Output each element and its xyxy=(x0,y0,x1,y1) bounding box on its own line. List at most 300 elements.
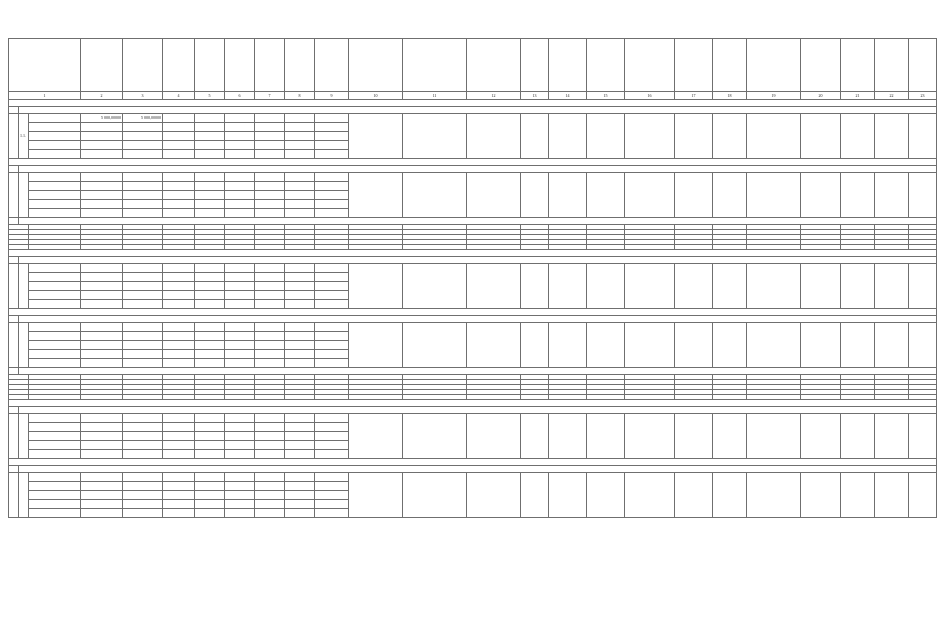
amount-cell xyxy=(81,300,123,309)
amount-cell xyxy=(255,173,285,182)
project-attribute-cell xyxy=(587,114,625,159)
amount-cell xyxy=(225,273,255,282)
amount-cell xyxy=(123,341,163,350)
header-cell xyxy=(713,39,747,92)
column-number-cell: 23 xyxy=(909,92,937,100)
header-cell xyxy=(521,39,549,92)
project-code xyxy=(19,264,29,309)
amount-cell xyxy=(163,132,195,141)
amount-cell xyxy=(285,273,315,282)
funding-source-label xyxy=(29,191,81,200)
amount-cell xyxy=(255,500,285,509)
row-spacer xyxy=(9,466,19,473)
amount-cell xyxy=(195,432,225,441)
amount-cell xyxy=(225,500,255,509)
amount-cell xyxy=(195,114,225,123)
funding-source-label xyxy=(29,350,81,359)
amount-cell xyxy=(81,341,123,350)
amount-cell xyxy=(81,282,123,291)
header-cell xyxy=(841,39,875,92)
amount-cell xyxy=(255,359,285,368)
amount-cell xyxy=(81,332,123,341)
funding-source-label xyxy=(29,209,81,218)
amount-cell xyxy=(225,123,255,132)
column-number-cell: 5 xyxy=(195,92,225,100)
header-cell xyxy=(81,39,123,92)
amount-cell xyxy=(285,482,315,491)
header-cell xyxy=(195,39,225,92)
amount-cell xyxy=(315,123,349,132)
amount-cell xyxy=(225,423,255,432)
header-cell xyxy=(163,39,195,92)
header-cell xyxy=(403,39,467,92)
amount-cell xyxy=(315,450,349,459)
program-title xyxy=(19,107,937,114)
amount-cell xyxy=(255,150,285,159)
program-title-row xyxy=(9,166,937,173)
column-number-cell: 11 xyxy=(403,92,467,100)
column-number-cell: 4 xyxy=(163,92,195,100)
document-sheet xyxy=(8,38,925,634)
project-attribute-cell xyxy=(747,173,801,218)
section-title xyxy=(9,309,937,316)
amount-cell xyxy=(81,150,123,159)
project-attribute-cell xyxy=(587,414,625,459)
project-attribute-cell xyxy=(747,414,801,459)
amount-cell xyxy=(163,350,195,359)
funding-source-label xyxy=(29,341,81,350)
amount-cell xyxy=(123,509,163,518)
project-attribute-cell xyxy=(403,323,467,368)
amount-cell xyxy=(285,182,315,191)
amount-cell xyxy=(123,150,163,159)
amount-cell xyxy=(255,509,285,518)
amount-cell xyxy=(195,191,225,200)
amount-cell xyxy=(163,509,195,518)
amount-cell xyxy=(225,359,255,368)
project-attribute-cell xyxy=(403,264,467,309)
amount-cell xyxy=(195,482,225,491)
amount-cell xyxy=(315,200,349,209)
amount-cell xyxy=(163,209,195,218)
amount-cell xyxy=(225,191,255,200)
funding-source-label xyxy=(29,300,81,309)
funding-source-label xyxy=(29,200,81,209)
amount-cell xyxy=(315,114,349,123)
amount-cell xyxy=(195,282,225,291)
project-attribute-cell xyxy=(747,264,801,309)
funding-source-label xyxy=(29,500,81,509)
funding-source-label xyxy=(29,123,81,132)
funding-source-label xyxy=(29,473,81,482)
section-title-row xyxy=(9,309,937,316)
section-title xyxy=(9,159,937,166)
project-attribute-cell xyxy=(801,264,841,309)
amount-cell xyxy=(123,291,163,300)
column-number-cell: 18 xyxy=(713,92,747,100)
project-attribute-cell xyxy=(521,473,549,518)
amount-cell xyxy=(225,432,255,441)
program-title-row xyxy=(9,316,937,323)
amount-cell xyxy=(315,341,349,350)
project-attribute-cell xyxy=(801,323,841,368)
amount-cell xyxy=(163,491,195,500)
amount-cell xyxy=(315,491,349,500)
project-attribute-cell xyxy=(841,414,875,459)
amount-cell xyxy=(163,332,195,341)
amount-cell xyxy=(255,123,285,132)
project-attribute-cell xyxy=(521,114,549,159)
amount-cell xyxy=(225,482,255,491)
header-cell xyxy=(747,39,801,92)
amount-cell xyxy=(285,500,315,509)
project-attribute-cell xyxy=(875,114,909,159)
project-attribute-cell xyxy=(713,323,747,368)
project-attribute-cell xyxy=(909,173,937,218)
project-attribute-cell xyxy=(549,264,587,309)
amount-cell xyxy=(163,173,195,182)
amount-cell xyxy=(123,323,163,332)
project-attribute-cell xyxy=(841,173,875,218)
project-attribute-cell xyxy=(349,323,403,368)
project-attribute-cell xyxy=(747,473,801,518)
project-attribute-cell xyxy=(549,114,587,159)
amount-cell xyxy=(195,441,225,450)
project-attribute-cell xyxy=(841,264,875,309)
amount-cell xyxy=(195,491,225,500)
header-cell xyxy=(675,39,713,92)
amount-cell xyxy=(123,273,163,282)
amount-cell xyxy=(285,282,315,291)
amount-cell xyxy=(285,291,315,300)
project-attribute-cell xyxy=(625,114,675,159)
project-attribute-cell xyxy=(467,264,521,309)
amount-cell xyxy=(195,291,225,300)
amount-cell xyxy=(81,450,123,459)
project-attribute-cell xyxy=(587,323,625,368)
amount-cell xyxy=(225,114,255,123)
funding-source-label xyxy=(29,173,81,182)
project-attribute-cell xyxy=(403,114,467,159)
amount-cell xyxy=(255,182,285,191)
amount-cell xyxy=(225,323,255,332)
project-attribute-cell xyxy=(713,414,747,459)
amount-cell xyxy=(315,132,349,141)
project-code xyxy=(19,414,29,459)
amount-cell xyxy=(195,332,225,341)
header-cell xyxy=(909,39,937,92)
funding-source-label xyxy=(29,450,81,459)
section-title-row xyxy=(9,159,937,166)
row-spacer xyxy=(9,166,19,173)
amount-cell xyxy=(285,441,315,450)
amount-cell xyxy=(163,414,195,423)
amount-cell xyxy=(225,132,255,141)
amount-cell xyxy=(255,291,285,300)
amount-cell xyxy=(285,332,315,341)
program-title xyxy=(19,166,937,173)
column-number-cell: 12 xyxy=(467,92,521,100)
amount-cell xyxy=(163,150,195,159)
amount-cell xyxy=(255,450,285,459)
amount-cell xyxy=(123,500,163,509)
amount-cell xyxy=(163,341,195,350)
funding-source-label xyxy=(29,441,81,450)
project-attribute-cell xyxy=(875,473,909,518)
amount-cell xyxy=(195,141,225,150)
amount-cell xyxy=(123,141,163,150)
amount-cell xyxy=(123,123,163,132)
amount-cell xyxy=(195,509,225,518)
amount-cell xyxy=(255,332,285,341)
amount-cell xyxy=(315,473,349,482)
amount-cell xyxy=(285,123,315,132)
program-title xyxy=(19,316,937,323)
project-attribute-cell xyxy=(747,323,801,368)
amount-cell xyxy=(81,123,123,132)
amount-cell xyxy=(225,282,255,291)
header-cell xyxy=(625,39,675,92)
amount-cell xyxy=(123,282,163,291)
amount-cell xyxy=(81,141,123,150)
column-number-cell: 13 xyxy=(521,92,549,100)
subtotal-title xyxy=(19,368,937,375)
funding-source-label xyxy=(29,150,81,159)
amount-cell: 5 000,00000 xyxy=(123,114,163,123)
amount-cell xyxy=(195,323,225,332)
amount-cell xyxy=(255,473,285,482)
amount-cell xyxy=(195,473,225,482)
project-attribute-cell xyxy=(841,323,875,368)
project-attribute-cell xyxy=(675,264,713,309)
amount-cell xyxy=(123,450,163,459)
amount-cell xyxy=(195,273,225,282)
amount-cell xyxy=(225,350,255,359)
amount-cell xyxy=(195,173,225,182)
amount-cell xyxy=(315,423,349,432)
section-title-row xyxy=(9,400,937,407)
amount-cell xyxy=(123,182,163,191)
column-number-cell: 15 xyxy=(587,92,625,100)
amount-cell xyxy=(81,441,123,450)
funding-source-label xyxy=(29,482,81,491)
amount-cell xyxy=(123,414,163,423)
funding-source-label xyxy=(29,359,81,368)
project-attribute-cell xyxy=(625,173,675,218)
amount-cell xyxy=(195,264,225,273)
amount-cell xyxy=(255,341,285,350)
project-attribute-cell xyxy=(909,114,937,159)
amount-cell xyxy=(285,450,315,459)
amount-cell xyxy=(81,132,123,141)
amount-cell xyxy=(225,509,255,518)
amount-cell xyxy=(315,323,349,332)
amount-cell xyxy=(163,182,195,191)
amount-cell xyxy=(315,264,349,273)
amount-cell xyxy=(285,141,315,150)
amount-cell xyxy=(315,150,349,159)
amount-cell xyxy=(225,341,255,350)
project-attribute-cell xyxy=(675,473,713,518)
amount-cell xyxy=(285,509,315,518)
funding-source-label xyxy=(29,141,81,150)
amount-cell xyxy=(315,300,349,309)
project-attribute-cell xyxy=(909,414,937,459)
project-attribute-cell xyxy=(675,323,713,368)
amount-cell xyxy=(255,300,285,309)
amount-cell xyxy=(225,473,255,482)
row-spacer xyxy=(9,368,19,375)
project-attribute-cell xyxy=(467,173,521,218)
project-attribute-cell xyxy=(403,414,467,459)
amount-cell xyxy=(163,200,195,209)
project-attribute-cell xyxy=(801,414,841,459)
section-title xyxy=(9,400,937,407)
amount-cell xyxy=(81,414,123,423)
amount-cell xyxy=(225,450,255,459)
row-spacer xyxy=(9,316,19,323)
amount-cell xyxy=(123,441,163,450)
amount-cell xyxy=(255,200,285,209)
section-title xyxy=(9,459,937,466)
amount-cell xyxy=(123,173,163,182)
amount-cell xyxy=(285,359,315,368)
row-spacer xyxy=(9,323,19,368)
amount-cell xyxy=(81,500,123,509)
project-attribute-cell xyxy=(625,473,675,518)
amount-cell xyxy=(163,273,195,282)
amount-cell xyxy=(285,132,315,141)
amount-cell xyxy=(315,273,349,282)
column-number-cell: 22 xyxy=(875,92,909,100)
project-code xyxy=(19,473,29,518)
amount-cell xyxy=(195,182,225,191)
amount-cell xyxy=(81,491,123,500)
funding-source-label xyxy=(29,273,81,282)
amount-cell xyxy=(123,473,163,482)
amount-cell: 5 000,00000 xyxy=(81,114,123,123)
project-attribute-cell xyxy=(467,473,521,518)
amount-cell xyxy=(255,491,285,500)
amount-cell xyxy=(195,123,225,132)
amount-cell xyxy=(255,350,285,359)
row-spacer xyxy=(9,173,19,218)
amount-cell xyxy=(123,264,163,273)
amount-cell xyxy=(81,173,123,182)
project-attribute-cell xyxy=(521,414,549,459)
amount-cell xyxy=(315,441,349,450)
column-number-cell: 14 xyxy=(549,92,587,100)
row-spacer xyxy=(9,473,19,518)
amount-cell xyxy=(195,341,225,350)
funding-source-label xyxy=(29,509,81,518)
column-number-cell: 17 xyxy=(675,92,713,100)
amount-cell xyxy=(255,414,285,423)
project-attribute-cell xyxy=(349,114,403,159)
project-attribute-cell xyxy=(403,173,467,218)
amount-cell xyxy=(163,291,195,300)
amount-cell xyxy=(225,209,255,218)
amount-cell xyxy=(163,282,195,291)
amount-cell xyxy=(285,173,315,182)
project-row xyxy=(9,264,937,273)
amount-cell xyxy=(255,114,285,123)
amount-cell xyxy=(255,441,285,450)
section-title xyxy=(9,250,937,257)
amount-cell xyxy=(163,114,195,123)
amount-cell xyxy=(81,509,123,518)
project-attribute-cell xyxy=(349,173,403,218)
amount-cell xyxy=(255,132,285,141)
amount-cell xyxy=(81,432,123,441)
row-spacer xyxy=(9,264,19,309)
amount-cell xyxy=(255,323,285,332)
project-attribute-cell xyxy=(349,414,403,459)
funding-source-label xyxy=(29,282,81,291)
amount-cell xyxy=(285,114,315,123)
column-number-cell: 9 xyxy=(315,92,349,100)
project-attribute-cell xyxy=(467,414,521,459)
project-attribute-cell xyxy=(875,323,909,368)
amount-cell xyxy=(285,473,315,482)
project-attribute-cell xyxy=(625,264,675,309)
column-number-cell: 21 xyxy=(841,92,875,100)
funding-source-label xyxy=(29,182,81,191)
project-attribute-cell xyxy=(549,473,587,518)
header-cell xyxy=(467,39,521,92)
amount-cell xyxy=(81,182,123,191)
amount-cell xyxy=(123,200,163,209)
project-attribute-cell xyxy=(713,114,747,159)
amount-cell xyxy=(163,264,195,273)
project-attribute-cell xyxy=(549,173,587,218)
amount-cell xyxy=(315,291,349,300)
amount-cell xyxy=(123,423,163,432)
project-row xyxy=(9,323,937,332)
project-attribute-cell xyxy=(675,414,713,459)
amount-cell xyxy=(81,291,123,300)
amount-cell xyxy=(81,359,123,368)
project-attribute-cell xyxy=(801,173,841,218)
amount-cell xyxy=(285,432,315,441)
amount-cell xyxy=(123,332,163,341)
funding-source-label xyxy=(29,432,81,441)
project-attribute-cell xyxy=(747,114,801,159)
amount-cell xyxy=(163,432,195,441)
project-attribute-cell xyxy=(875,264,909,309)
amount-cell xyxy=(163,323,195,332)
header-cell xyxy=(587,39,625,92)
amount-cell xyxy=(163,482,195,491)
amount-cell xyxy=(81,264,123,273)
amount-cell xyxy=(315,350,349,359)
amount-cell xyxy=(225,300,255,309)
amount-cell xyxy=(285,323,315,332)
project-attribute-cell xyxy=(467,323,521,368)
amount-cell xyxy=(81,273,123,282)
amount-cell xyxy=(315,282,349,291)
column-number-cell: 16 xyxy=(625,92,675,100)
project-code: 1.1. xyxy=(19,114,29,159)
amount-cell xyxy=(225,150,255,159)
section-title-row xyxy=(9,100,937,107)
amount-cell xyxy=(315,482,349,491)
amount-cell xyxy=(225,141,255,150)
amount-cell xyxy=(285,200,315,209)
header-cell xyxy=(801,39,841,92)
amount-cell xyxy=(81,482,123,491)
project-attribute-cell xyxy=(349,264,403,309)
